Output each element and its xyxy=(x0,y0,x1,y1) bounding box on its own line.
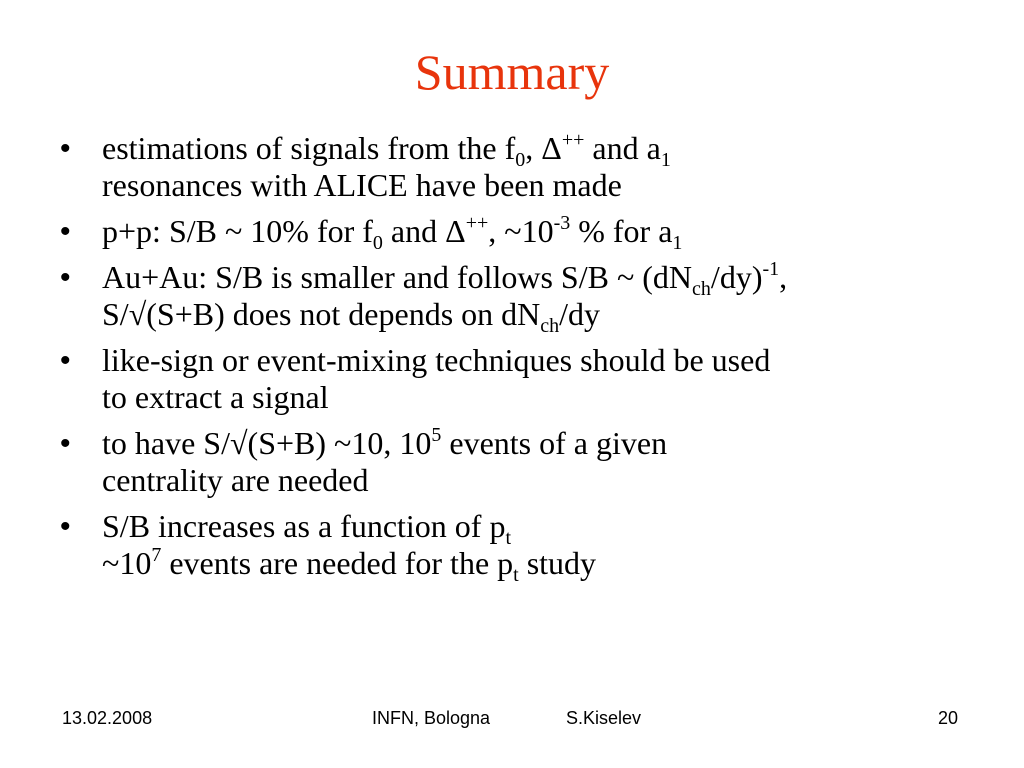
bullet-item xyxy=(60,212,990,254)
superscript: ++ xyxy=(465,212,489,234)
superscript: -1 xyxy=(762,258,780,280)
footer-venue: INFN, Bologna xyxy=(372,708,491,728)
subscript: 0 xyxy=(372,232,383,254)
subscript: 1 xyxy=(672,232,683,254)
superscript: 5 xyxy=(431,424,442,446)
bullet-line: Au+Au: S/B is smaller and follows S/B ~ $(dN_{ch}/dy)^{-1}$, xyxy=(102,258,788,300)
bullet-line: to extract a signal xyxy=(102,379,329,415)
bullet-marker: • xyxy=(60,427,71,460)
bullet-line: estimations of signals from the $f_0$, Δ++ and $a_1$ xyxy=(102,129,671,171)
bullet-marker: • xyxy=(60,261,71,294)
bullet-marker: • xyxy=(60,344,71,377)
bullet-line: S/√(S+B) does not depends on $dN_{ch}/dy$ xyxy=(102,296,601,337)
bullet-line: centrality are needed xyxy=(102,462,369,498)
bullet-item xyxy=(60,258,990,337)
slide-title: Summary xyxy=(414,44,610,100)
bullet-line: S/B increases as a function of $p_t$ xyxy=(102,508,512,549)
subscript: t xyxy=(505,527,512,549)
bullet-item xyxy=(60,425,990,499)
bullet-line: $\sim 10^7$ events are needed for the $p_t$ study xyxy=(102,544,597,586)
superscript: 7 xyxy=(151,544,162,566)
bullet-line: like-sign or event-mixing techniques should be used xyxy=(102,342,771,378)
bullet-line: p+p: S/B ~ 10% for $f_0$ and Δ++, $\sim 10^{-3}$ % for $a_1$ xyxy=(102,212,683,254)
superscript: -3 xyxy=(553,212,571,234)
bullet-item xyxy=(60,130,990,204)
bullet-item xyxy=(60,508,990,586)
subscript: t xyxy=(513,564,519,586)
slide-number: 20 xyxy=(938,708,959,728)
bullet-marker: • xyxy=(60,132,71,165)
bullet-list xyxy=(60,130,990,591)
bullet-line: resonances with ALICE have been made xyxy=(102,167,622,203)
subscript: 0 xyxy=(515,149,526,171)
bullet-marker: • xyxy=(60,215,71,248)
subscript: 1 xyxy=(660,149,671,171)
subscript: ch xyxy=(540,315,560,337)
subscript: ch xyxy=(692,278,711,300)
footer-author: S.Kiselev xyxy=(566,708,642,728)
footer-date: 13.02.2008 xyxy=(62,708,153,728)
bullet-marker: • xyxy=(60,510,71,543)
bullet-item xyxy=(60,342,990,416)
bullet-line: to have S/√(S+B) ~10, $10^5$ events of a given xyxy=(102,424,668,461)
superscript: ++ xyxy=(561,129,585,151)
